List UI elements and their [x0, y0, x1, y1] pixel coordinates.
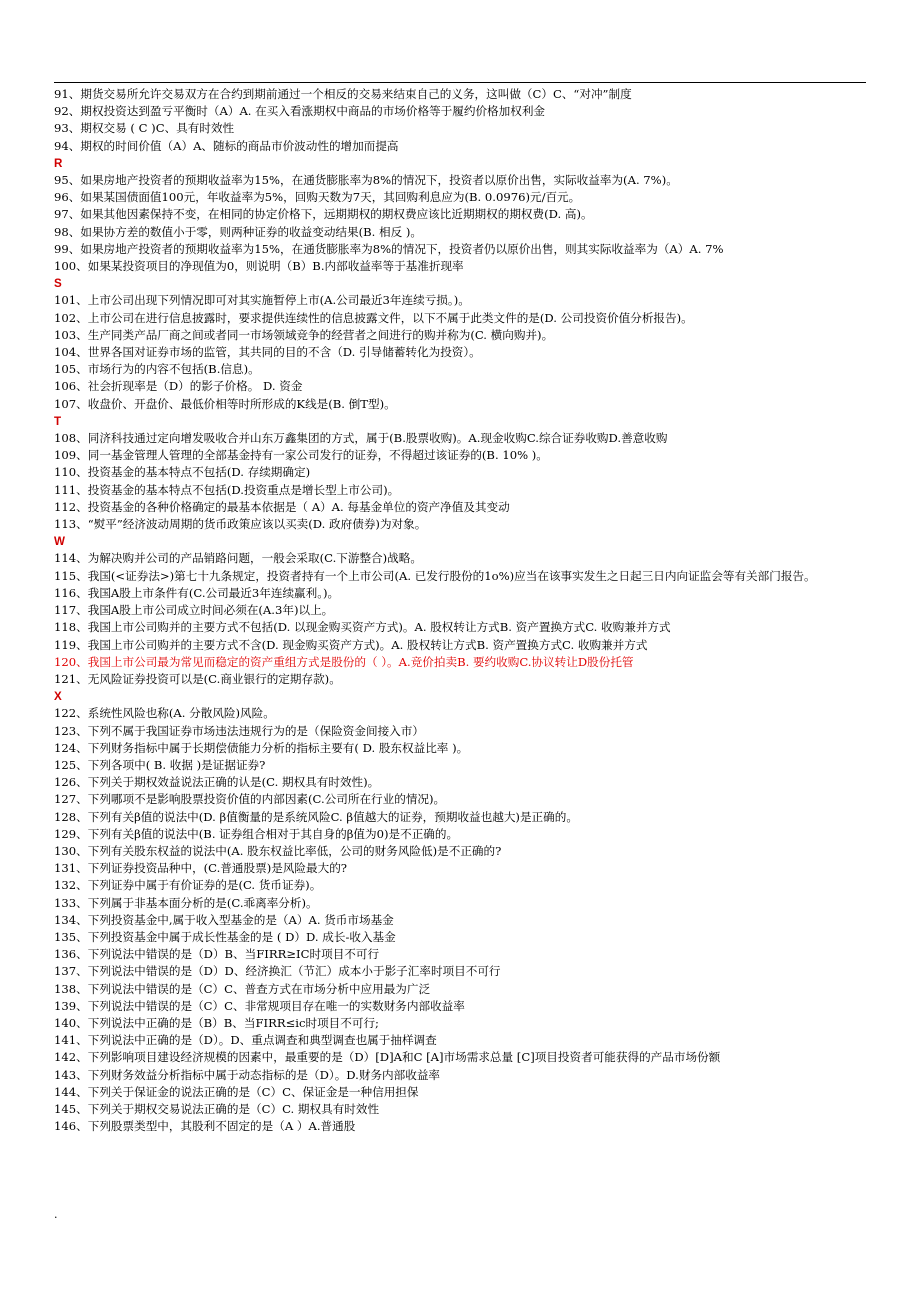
highlighted-question: 120、我国上市公司最为常见而稳定的资产重组方式是股份的（ ）。A.竞价拍卖B. 要约收购C.协议转让D股份托管	[54, 654, 634, 669]
question-item: 106、社会折现率是（D）的影子价格。 D. 资金	[54, 379, 303, 394]
question-item: 99、如果房地产投资者的预期收益率为15%，在通货膨胀率为8%的情况下，投资者仍以原价出售，则其实际收益率为（A）A. 7%	[54, 241, 724, 256]
question-item: 92、期权投资达到盈亏平衡时（A）A. 在买入看涨期权中商品的市场价格等于履约价格加权利金	[54, 104, 546, 119]
question-item: 132、下列证券中属于有价证券的是(C. 货币证券)。	[54, 878, 322, 893]
section-letter: R	[54, 156, 63, 170]
question-item: 104、世界各国对证券市场的监管，其共同的目的不含（D. 引导储蓄转化为投资）。	[54, 345, 481, 360]
question-item: 146、下列股票类型中，其股利不固定的是（A ）A.普通股	[54, 1119, 356, 1134]
question-item: 105、市场行为的内容不包括(B.信息)。	[54, 362, 260, 377]
question-item: 143、下列财务效益分析指标中属于动态指标的是（D）。D.财务内部收益率	[54, 1067, 441, 1082]
question-item: 138、下列说法中错误的是（C）C、普查方式在市场分析中应用最为广泛	[54, 981, 431, 996]
question-item: 91、期货交易所允许交易双方在合约到期前通过一个相反的交易来结束自己的义务，这叫做（C）C、“对冲”制度	[54, 87, 632, 101]
question-item: 128、下列有关β值的说法中(D. β值衡量的是系统风险C. β值越大的证券，预期收益也越大)是正确的。	[54, 809, 578, 824]
question-item: 127、下列哪项不是影响股票投资价值的内部因素(C.公司所在行业的情况)。	[54, 792, 446, 807]
question-item: 103、生产同类产品厂商之间或者同一市场领域竞争的经营者之间进行的购并称为(C. 横向购并)。	[54, 327, 554, 342]
question-item: 125、下列各项中( B. 收据 )是证据证券?	[54, 757, 266, 772]
question-item: 98、如果协方差的数值小于零，则两种证券的收益变动结果(B. 相反 )。	[54, 224, 423, 239]
question-item: 139、下列说法中错误的是（C）C、非常规项目存在唯一的实数财务内部收益率	[54, 998, 465, 1013]
top-rule	[54, 82, 866, 83]
question-item: 111、投资基金的基本特点不包括(D.投资重点是增长型上市公司)。	[54, 482, 400, 497]
question-item: 107、收盘价、开盘价、最低价相等时所形成的K线是(B. 倒T型)。	[54, 396, 396, 411]
question-item: 112、投资基金的各种价格确定的最基本依据是（ A）A. 每基金单位的资产净值及其变动	[54, 499, 510, 514]
section-letter: T	[54, 414, 62, 428]
question-item: 95、如果房地产投资者的预期收益率为15%，在通货膨胀率为8%的情况下，投资者以原价出售，实际收益率为(A. 7%)。	[54, 173, 678, 188]
question-item: 129、下列有关β值的说法中(B. 证券组合相对于其自身的β值为0)是不正确的。	[54, 826, 459, 841]
question-item: 114、为解决购并公司的产品销路问题，一般会采取(C.下游整合)战略。	[54, 551, 422, 566]
question-item: 123、下列不属于我国证券市场违法违规行为的是（保险资金间接入市）	[54, 723, 424, 738]
question-item: 94、期权的时间价值（A）A、随标的商品市价波动性的增加而提高	[54, 138, 399, 153]
question-item: 101、上市公司出现下列情况即可对其实施暂停上市(A.公司最近3年连续亏损。)。	[54, 293, 470, 308]
question-item: 140、下列说法中正确的是（B）B、当FIRR≤ic时项目不可行;	[54, 1015, 379, 1030]
question-item: 100、如果某投资项目的净现值为0，则说明（B）B.内部收益率等于基准折现率	[54, 259, 464, 274]
section-letter: W	[54, 535, 65, 549]
question-item: 115、我国(<证券法>)第七十九条规定，投资者持有一个上市公司(A. 已发行股份的1o%)应当在该事实发生之日起三日内向证监会等有关部门报告。	[54, 568, 816, 583]
question-list	[54, 86, 884, 1135]
question-item: 110、投资基金的基本特点不包括(D. 存续期确定)	[54, 465, 311, 480]
question-item: 136、下列说法中错误的是（D）B、当FIRR≥IC时项目不可行	[54, 947, 380, 962]
question-item: 145、下列关于期权交易说法正确的是（C）C. 期权具有时效性	[54, 1101, 380, 1116]
question-item: 97、如果其他因素保持不变，在相同的协定价格下，远期期权的期权费应该比近期期权的期权费(D. 高)。	[54, 207, 593, 222]
question-item: 119、我国上市公司购并的主要方式不含(D. 现金购买资产方式)。A. 股权转让方式B. 资产置换方式C. 收购兼并方式	[54, 637, 648, 652]
question-item: 109、同一基金管理人管理的全部基金持有一家公司发行的证券，不得超过该证券的(B. 10% )。	[54, 448, 548, 463]
question-item: 141、下列说法中正确的是（D）。D、重点调查和典型调查也属于抽样调查	[54, 1033, 437, 1048]
question-item: 133、下列属于非基本面分析的是(C.乖离率分析)。	[54, 895, 318, 910]
question-item: 137、下列说法中错误的是（D）D、经济换汇（节汇）成本小于影子汇率时项目不可行	[54, 964, 501, 979]
section-letter: S	[54, 277, 62, 291]
question-item: 142、下列影响项目建设经济规模的因素中，最重要的是（D）[D]A和C [A]市场需求总量 [C]项目投资者可能获得的产品市场份额	[54, 1050, 721, 1065]
question-item: 96、如果某国债面值100元，年收益率为5%，回购天数为7天，其回购利息应为(B. 0.0976)元/百元。	[54, 190, 581, 205]
question-item: 122、系统性风险也称(A. 分散风险)风险。	[54, 706, 275, 721]
question-item: 116、我国A股上市条件有(C.公司最近3年连续赢利。)。	[54, 585, 340, 600]
question-item: 113、“熨平”经济波动周期的货币政策应该以买卖(D. 政府债券)为对象。	[54, 517, 427, 532]
question-item: 135、下列投资基金中属于成长性基金的是 ( D）D. 成长-收入基金	[54, 929, 396, 944]
question-item: 108、同济科技通过定向增发吸收合并山东万鑫集团的方式，属于(B.股票收购)。A.现金收购C.综合证券收购D.善意收购	[54, 431, 668, 446]
question-item: 117、我国A股上市公司成立时间必须在(A.3年)以上。	[54, 603, 334, 618]
question-item: 124、下列财务指标中属于长期偿债能力分析的指标主要有( D. 股东权益比率 )。	[54, 740, 469, 755]
question-item: 102、上市公司在进行信息披露时，要求提供连续性的信息披露文件，以下不属于此类文件的是(D. 公司投资价值分析报告)。	[54, 310, 693, 325]
question-item: 131、下列证券投资品种中，(C.普通股票)是风险最大的?	[54, 861, 348, 876]
question-item: 126、下列关于期权效益说法正确的认是(C. 期权具有时效性)。	[54, 775, 380, 790]
question-item: 130、下列有关股东权益的说法中(A. 股东权益比率低，公司的财务风险低)是不正确的?	[54, 843, 502, 858]
question-item: 121、无风险证券投资可以是(C.商业银行的定期存款)。	[54, 671, 341, 686]
section-letter: X	[54, 690, 62, 704]
question-item: 118、我国上市公司购并的主要方式不包括(D. 以现金购买资产方式)。A. 股权转让方式B. 资产置换方式C. 收购兼并方式	[54, 620, 671, 635]
footer-mark: .	[54, 1208, 58, 1221]
question-item: 93、期权交易 ( C )C、具有时效性	[54, 121, 235, 136]
question-item: 134、下列投资基金中,属于收入型基金的是（A）A. 货币市场基金	[54, 912, 394, 927]
question-item: 144、下列关于保证金的说法正确的是（C）C、保证金是一种信用担保	[54, 1084, 419, 1099]
